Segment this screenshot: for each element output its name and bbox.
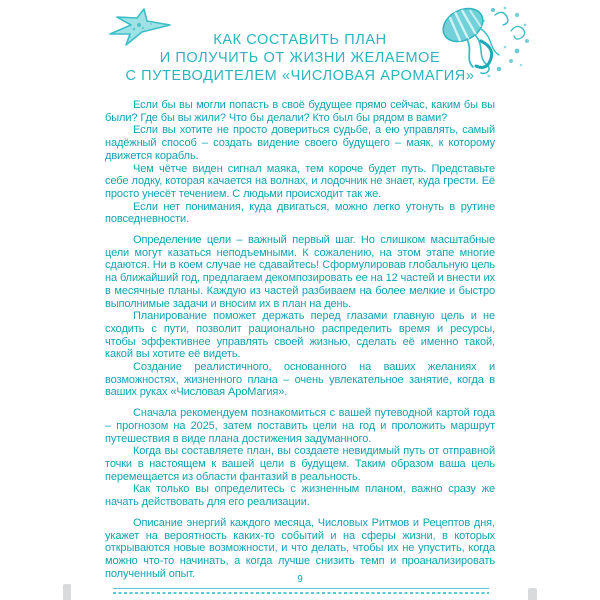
paragraph: Определение цели – важный первый шаг. Но слишком масштабные цели могут казаться неподъемными. К сожалению, на этом этапе многие сдаются. Ни в коем случае не сдавайтесь! Сформулировав глобальную цель на ближайший год, предлагаем декомпозировать ее на 12 частей и внести их в месячные планы. Каждую из частей разбиваем на более мелкие и быстро выполнимые задачи и вносим их в план на день.	[105, 234, 495, 310]
paragraph: Создание реалистичного, основанного на ваших желаниях и возможностях, жизненного плана – очень увлекательное занятие, когда в ваших руках «Числовая АроМагия».	[105, 361, 495, 399]
page-number: 9	[297, 574, 303, 585]
title-line-3: С ПУТЕВОДИТЕЛЕМ «ЧИСЛОВАЯ АРОМАГИЯ»	[125, 68, 475, 84]
paragraph: Если нет понимания, куда двигаться, можно легко утонуть в рутине повседневности.	[105, 200, 495, 226]
paragraph: Когда вы составляете план, вы создаете невидимый путь от отправной точки в настоящем к вашей цели в будущем. Таким образом ваша цель перемещается из области фантазий в реальность.	[105, 445, 495, 483]
footer-rule-solid	[113, 588, 489, 589]
paragraph: Как только вы определитесь с жизненным планом, важно сразу же начать действовать для его реализации.	[105, 483, 495, 509]
paragraph: Чем чётче виден сигнал маяка, тем короче будет путь. Представьте себе лодку, которая качается на волнах, и лодочник не знает, куда грести. Её просто унесёт течением. С людьми происходит так же.	[105, 162, 495, 200]
paragraph: Если бы вы могли попасть в своё будущее прямо сейчас, каким бы вы были? Где бы вы жили? Что бы делали? Кто был бы рядом в вами?	[105, 99, 495, 124]
paragraph: Если вы хотите не просто довериться судьбе, а ею управлять, самый надёжный способ – создать видение своего будущего – маяк, к которому движется корабль.	[105, 124, 495, 162]
page-title	[95, 31, 505, 85]
paragraph: Сначала рекомендуем познакомиться с вашей путеводной картой года – прогнозом на 2025, затем поставить цели на год и проложить маршрут путешествия в виде плана достижения задуманного.	[105, 407, 495, 445]
body-text	[105, 99, 495, 580]
title-line-2: И ПОЛУЧИТЬ ОТ ЖИЗНИ ЖЕЛАЕМОЕ	[159, 50, 441, 66]
paragraph: Планирование поможет держать перед глазами главную цель и не сходить с пути, позволит рационально распределить время и ресурсы, чтобы эффективнее управлять своей жизнью, сделать её именно такой, какой вы хотите её видеть.	[105, 310, 495, 361]
title-line-1: КАК СОСТАВИТЬ ПЛАН	[213, 32, 387, 48]
paragraph: Описание энергий каждого месяца, Числовых Ритмов и Рецептов дня, укажет на вероятность каких-то событий и на сферы жизни, в которых открываются новые возможности, и что делать, чтобы их не упустить, когда можно что-то начинать, а когда лучше снизить темп и проанализировать полученный опыт.	[105, 516, 495, 580]
photo-edge-artifact-left	[63, 584, 71, 600]
photo-edge-artifact-right	[528, 588, 537, 600]
footer-rule-dashed	[113, 592, 489, 594]
